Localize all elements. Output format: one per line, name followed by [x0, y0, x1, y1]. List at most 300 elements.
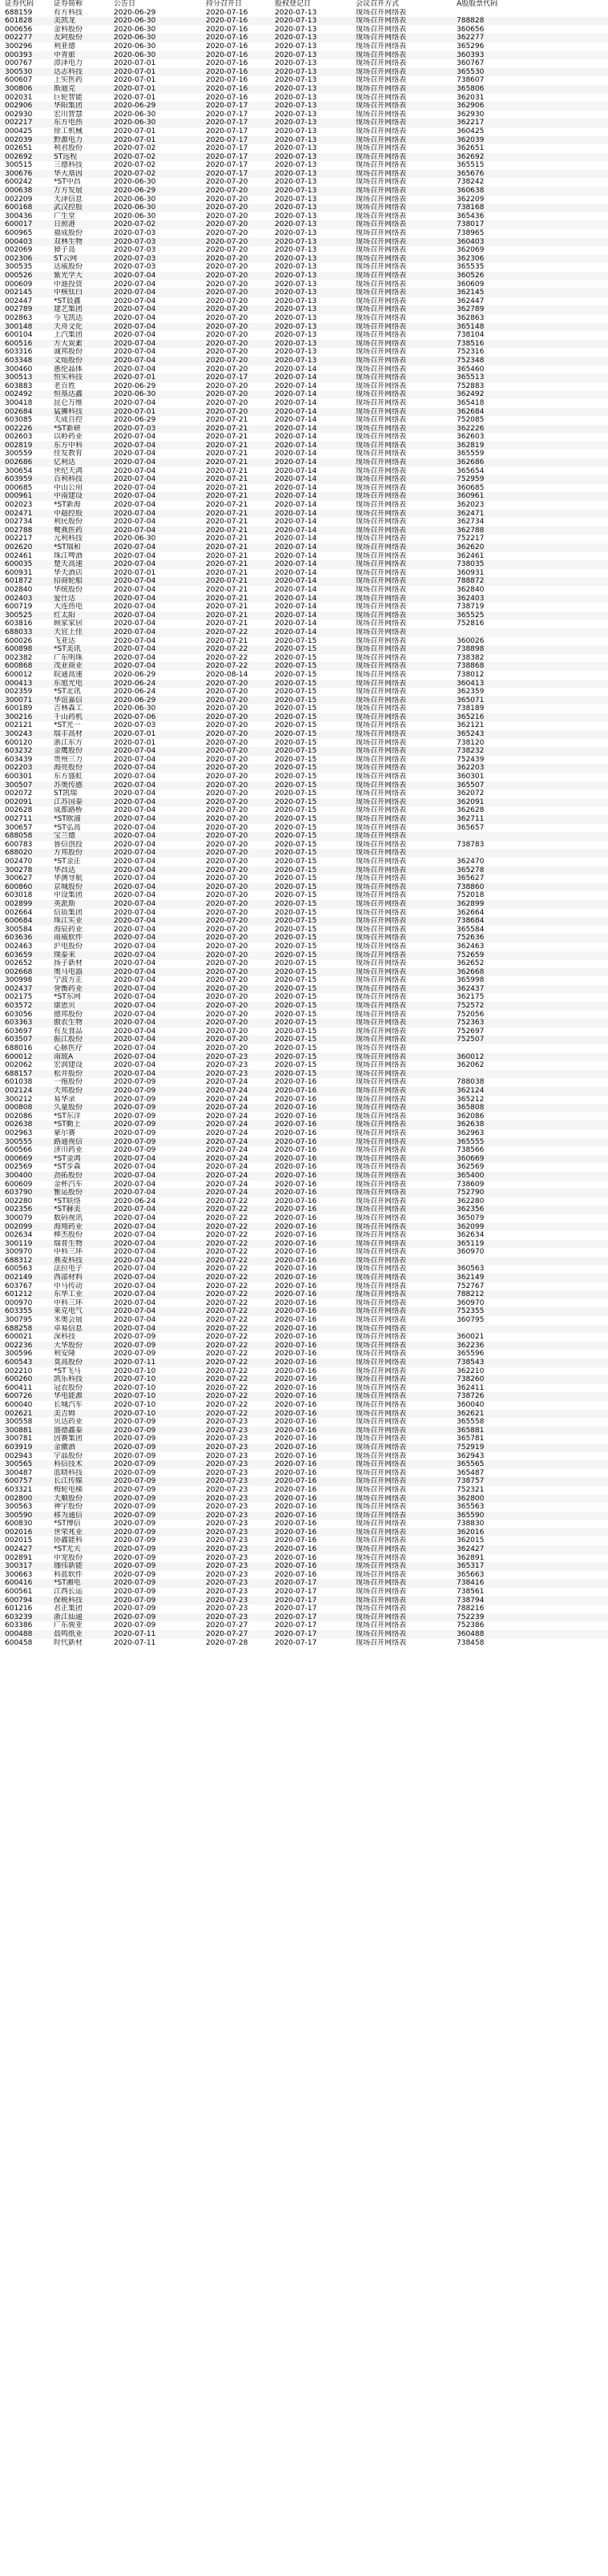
meeting-date-cell: 2020-07-16	[206, 50, 248, 59]
table-row	[0, 1028, 608, 1036]
stock-name-cell: 利民股份	[54, 518, 83, 527]
meeting-method-cell: 现场召开网络表	[356, 585, 407, 594]
a-share-code-cell: 738684	[457, 917, 485, 926]
record-date-cell: 2020-07-17	[275, 1588, 317, 1597]
table-row	[0, 1554, 608, 1563]
meeting-date-cell: 2020-07-20	[206, 755, 248, 764]
stock-name-cell: 德邦股份	[54, 1010, 83, 1019]
meeting-method-cell: 现场召开网络表	[356, 874, 407, 883]
a-share-code-cell: 738516	[457, 339, 485, 348]
table-row	[0, 365, 608, 374]
a-share-code-cell: 362668	[457, 967, 485, 976]
announce-date-cell: 2020-07-04	[114, 662, 156, 671]
announce-date-cell: 2020-07-03	[114, 246, 156, 255]
record-date-cell: 2020-07-14	[275, 526, 317, 535]
stock-code-cell: 688033	[5, 628, 33, 636]
stock-code-cell: 600516	[5, 339, 33, 348]
meeting-method-cell: 现场召开网络表	[356, 1485, 407, 1494]
stock-name-cell: 佳发教育	[54, 450, 83, 458]
announce-date-cell: 2020-07-04	[114, 959, 156, 968]
meeting-method-cell: 现场召开网络表	[356, 272, 407, 280]
meeting-date-cell: 2020-07-22	[206, 1359, 248, 1367]
meeting-method-cell: 现场召开网络表	[356, 535, 407, 543]
a-share-code-cell: 362620	[457, 543, 485, 551]
meeting-method-cell: 现场召开网络表	[356, 1163, 407, 1172]
announce-date-cell: 2020-07-04	[114, 509, 156, 518]
meeting-date-cell: 2020-07-17	[206, 144, 248, 153]
record-date-cell: 2020-07-17	[275, 1638, 317, 1647]
table-row	[0, 1630, 608, 1639]
stock-code-cell: 601216	[5, 1605, 33, 1613]
stock-name-cell: 易华录	[54, 1095, 76, 1104]
a-share-code-cell: 365079	[457, 1213, 485, 1222]
table-row	[0, 1307, 608, 1316]
announce-date-cell: 2020-06-29	[114, 696, 156, 705]
announce-date-cell: 2020-07-09	[114, 1613, 156, 1621]
a-share-code-cell: 360040	[457, 1400, 485, 1409]
meeting-method-cell: 现场召开网络表	[356, 1333, 407, 1342]
meeting-method-cell: 现场召开网络表	[356, 348, 407, 357]
meeting-method-cell: 现场召开网络表	[356, 25, 407, 34]
meeting-method-cell: 现场召开网络表	[356, 1019, 407, 1028]
record-date-cell: 2020-07-15	[275, 951, 317, 959]
meeting-date-cell: 2020-07-20	[206, 781, 248, 789]
stock-name-cell: *ST东网	[54, 993, 81, 1002]
table-row	[0, 849, 608, 858]
table-row	[0, 1240, 608, 1249]
announce-date-cell: 2020-07-09	[114, 1129, 156, 1137]
stock-code-cell: 000638	[5, 187, 33, 196]
announce-date-cell: 2020-07-04	[114, 322, 156, 331]
stock-name-cell: 海亮股份	[54, 764, 83, 773]
stock-code-cell: 002086	[5, 1112, 33, 1120]
announce-date-cell: 2020-07-04	[114, 1316, 156, 1325]
a-share-code-cell: 362891	[457, 1553, 485, 1562]
a-share-code-cell: 362899	[457, 899, 485, 908]
a-share-code-cell: 365515	[457, 161, 485, 170]
meeting-method-cell: 现场召开网络表	[356, 1256, 407, 1265]
meeting-date-cell: 2020-07-20	[206, 942, 248, 951]
a-share-code-cell: 360026	[457, 636, 485, 645]
announce-date-cell: 2020-07-04	[114, 1213, 156, 1222]
announce-date-cell: 2020-07-04	[114, 925, 156, 934]
stock-name-cell: 康恩贝	[54, 1002, 76, 1011]
meeting-method-cell: 现场召开网络表	[356, 679, 407, 688]
stock-name-cell: 天舟文化	[54, 322, 83, 331]
stock-code-cell: 600242	[5, 178, 33, 187]
table-row	[0, 196, 608, 204]
meeting-method-cell: 现场召开网络表	[356, 1392, 407, 1401]
stock-name-cell: 有友食品	[54, 1027, 83, 1036]
stock-name-cell: 豪尔赛	[54, 1129, 76, 1137]
meeting-date-cell: 2020-07-21	[206, 441, 248, 450]
record-date-cell: 2020-07-16	[275, 1316, 317, 1325]
record-date-cell: 2020-07-15	[275, 781, 317, 789]
meeting-method-cell: 现场召开网络表	[356, 1052, 407, 1061]
announce-date-cell: 2020-06-30	[114, 195, 156, 204]
table-row	[0, 1325, 608, 1334]
meeting-method-cell: 现场召开网络表	[356, 789, 407, 798]
announce-date-cell: 2020-07-04	[114, 356, 156, 365]
a-share-code-cell: 362471	[457, 509, 485, 518]
record-date-cell: 2020-07-15	[275, 764, 317, 773]
stock-name-cell: 盛德鑫泰	[54, 1426, 83, 1435]
announce-date-cell: 2020-07-09	[114, 1494, 156, 1503]
announce-date-cell: 2020-07-01	[114, 568, 156, 577]
a-share-code-cell: 788872	[457, 577, 485, 586]
meeting-date-cell: 2020-07-17	[206, 169, 248, 178]
meeting-method-cell: 现场召开网络表	[356, 1307, 407, 1316]
stock-code-cell: 300555	[5, 1137, 33, 1146]
stock-code-cell: 002023	[5, 501, 33, 510]
meeting-date-cell: 2020-07-23	[206, 1452, 248, 1460]
table-row	[0, 1274, 608, 1282]
stock-code-cell: 603239	[5, 1613, 33, 1621]
announce-date-cell: 2020-07-10	[114, 1383, 156, 1392]
stock-name-cell: 中迪投资	[54, 280, 83, 289]
stock-name-cell: 恒实科技	[54, 373, 83, 382]
table-row	[0, 1282, 608, 1291]
stock-name-cell: 珈伟新能	[54, 1562, 83, 1571]
meeting-method-cell: 现场召开网络表	[356, 1197, 407, 1205]
meeting-method-cell: 现场召开网络表	[356, 1282, 407, 1290]
stock-code-cell: 600607	[5, 76, 33, 85]
stock-code-cell: 603919	[5, 1443, 33, 1452]
stock-code-cell: 603316	[5, 348, 33, 357]
stock-name-cell: 米奥会展	[54, 1316, 83, 1325]
announce-date-cell: 2020-07-04	[114, 1180, 156, 1189]
record-date-cell: 2020-07-15	[275, 696, 317, 705]
table-row	[0, 1342, 608, 1351]
record-date-cell: 2020-07-16	[275, 1536, 317, 1545]
stock-code-cell: 000413	[5, 679, 33, 688]
meeting-method-cell: 现场召开网络表	[356, 797, 407, 806]
meeting-method-cell: 现场召开网络表	[356, 1520, 407, 1528]
meeting-method-cell: 现场召开网络表	[356, 50, 407, 59]
a-share-code-cell: 365212	[457, 1095, 485, 1104]
stock-name-cell: 扬子新材	[54, 959, 83, 968]
meeting-method-cell: 现场召开网络表	[356, 458, 407, 467]
meeting-date-cell: 2020-07-20	[206, 866, 248, 874]
stock-code-cell: 603959	[5, 475, 33, 484]
record-date-cell: 2020-07-16	[275, 1520, 317, 1528]
meeting-date-cell: 2020-07-17	[206, 127, 248, 135]
table-row	[0, 1087, 608, 1096]
table-row	[0, 314, 608, 323]
a-share-code-cell: 362069	[457, 246, 485, 255]
meeting-date-cell: 2020-07-20	[206, 730, 248, 739]
announce-date-cell: 2020-06-30	[114, 119, 156, 127]
announce-date-cell: 2020-07-04	[114, 857, 156, 866]
column-header: A股股票代码	[457, 0, 498, 8]
a-share-code-cell: 362652	[457, 959, 485, 968]
stock-code-cell: 300243	[5, 730, 33, 739]
announce-date-cell: 2020-07-04	[114, 1036, 156, 1044]
table-row	[0, 1579, 608, 1588]
meeting-date-cell: 2020-07-20	[206, 204, 248, 212]
a-share-code-cell: 752355	[457, 1307, 485, 1316]
a-share-code-cell: 360931	[457, 568, 485, 577]
record-date-cell: 2020-07-15	[275, 688, 317, 696]
meeting-method-cell: 现场召开网络表	[356, 93, 407, 102]
meeting-date-cell: 2020-07-20	[206, 967, 248, 976]
stock-name-cell: 一拖股份	[54, 1078, 83, 1087]
table-row	[0, 1562, 608, 1571]
meeting-date-cell: 2020-07-27	[206, 1630, 248, 1638]
table-row	[0, 527, 608, 535]
stock-code-cell: 002039	[5, 135, 33, 144]
a-share-code-cell: 365781	[457, 1435, 485, 1443]
a-share-code-cell: 362356	[457, 1205, 485, 1214]
announce-date-cell: 2020-07-09	[114, 1520, 156, 1528]
stock-code-cell: 603355	[5, 1307, 33, 1316]
meeting-date-cell: 2020-07-20	[206, 984, 248, 993]
meeting-method-cell: 现场召开网络表	[356, 1171, 407, 1180]
table-row	[0, 1452, 608, 1461]
table-row	[0, 645, 608, 654]
meeting-date-cell: 2020-07-23	[206, 1069, 248, 1078]
table-row	[0, 1427, 608, 1435]
meeting-date-cell: 2020-07-23	[206, 1426, 248, 1435]
meeting-date-cell: 2020-07-23	[206, 1418, 248, 1427]
meeting-date-cell: 2020-07-22	[206, 1350, 248, 1359]
stock-name-cell: 信质集团	[54, 908, 83, 917]
table-row	[0, 1367, 608, 1376]
stock-name-cell: 利君股份	[54, 144, 83, 153]
record-date-cell: 2020-07-16	[275, 1460, 317, 1469]
stock-code-cell: 600017	[5, 220, 33, 229]
stock-name-cell: 东旭光电	[54, 679, 83, 688]
announce-date-cell: 2020-07-09	[114, 1426, 156, 1435]
stock-name-cell: 恒基达鑫	[54, 390, 83, 399]
a-share-code-cell: 752239	[457, 1613, 485, 1621]
meeting-method-cell: 现场召开网络表	[356, 603, 407, 612]
meeting-date-cell: 2020-07-20	[206, 365, 248, 373]
a-share-code-cell: 362603	[457, 433, 485, 442]
table-row	[0, 340, 608, 349]
table-row	[0, 1290, 608, 1299]
meeting-date-cell: 2020-07-22	[206, 1222, 248, 1231]
stock-name-cell: 有方科技	[54, 8, 83, 17]
a-share-code-cell: 360970	[457, 1298, 485, 1307]
announce-date-cell: 2020-07-04	[114, 450, 156, 458]
stock-code-cell: 002930	[5, 110, 33, 119]
announce-date-cell: 2020-07-09	[114, 1579, 156, 1588]
meeting-method-cell: 现场召开网络表	[356, 1613, 407, 1621]
record-date-cell: 2020-07-13	[275, 67, 317, 76]
announce-date-cell: 2020-06-29	[114, 382, 156, 390]
meeting-date-cell: 2020-07-22	[206, 1290, 248, 1299]
meeting-method-cell: 现场召开网络表	[356, 280, 407, 289]
meeting-method-cell: 现场召开网络表	[356, 518, 407, 527]
stock-name-cell: 奥马电器	[54, 967, 83, 976]
record-date-cell: 2020-07-15	[275, 993, 317, 1002]
announce-date-cell: 2020-07-02	[114, 144, 156, 153]
stock-name-cell: 京城股份	[54, 882, 83, 891]
stock-name-cell: 保税科技	[54, 1596, 83, 1605]
record-date-cell: 2020-07-15	[275, 934, 317, 943]
stock-code-cell: 600898	[5, 645, 33, 654]
meeting-method-cell: 现场召开网络表	[356, 551, 407, 560]
record-date-cell: 2020-07-16	[275, 1426, 317, 1435]
stock-name-cell: 鲁信创投	[54, 840, 83, 849]
record-date-cell: 2020-07-15	[275, 747, 317, 756]
stock-name-cell: 雅运股份	[54, 1189, 83, 1197]
a-share-code-cell: 752439	[457, 755, 485, 764]
stock-name-cell: 中宠股份	[54, 1553, 83, 1562]
meeting-method-cell: 现场召开网络表	[356, 891, 407, 900]
announce-date-cell: 2020-07-04	[114, 1052, 156, 1061]
stock-code-cell: 603767	[5, 1282, 33, 1290]
stock-code-cell: 000767	[5, 59, 33, 68]
stock-code-cell: 300296	[5, 42, 33, 50]
record-date-cell: 2020-07-17	[275, 1605, 317, 1613]
record-date-cell: 2020-07-16	[275, 1129, 317, 1137]
meeting-date-cell: 2020-07-27	[206, 1621, 248, 1630]
meeting-method-cell: 现场召开网络表	[356, 543, 407, 551]
record-date-cell: 2020-07-16	[275, 1400, 317, 1409]
stock-name-cell: 移为通信	[54, 1511, 83, 1520]
meeting-date-cell: 2020-07-20	[206, 348, 248, 357]
stock-code-cell: 600260	[5, 1375, 33, 1384]
meeting-date-cell: 2020-07-16	[206, 17, 248, 26]
stock-name-cell: 华测导航	[54, 874, 83, 883]
meeting-method-cell: 现场召开网络表	[356, 594, 407, 603]
stock-code-cell: 600830	[5, 1520, 33, 1528]
record-date-cell: 2020-07-15	[275, 967, 317, 976]
column-header: 公告日	[114, 0, 136, 8]
a-share-code-cell: 362203	[457, 764, 485, 773]
meeting-method-cell: 现场召开网络表	[356, 441, 407, 450]
table-row	[0, 484, 608, 493]
stock-code-cell: 600965	[5, 229, 33, 238]
meeting-method-cell: 现场召开网络表	[356, 1290, 407, 1299]
stock-name-cell: 晨鸣纸业	[54, 1630, 83, 1638]
stock-code-cell: 300881	[5, 1426, 33, 1435]
meeting-date-cell: 2020-07-20	[206, 305, 248, 314]
announce-date-cell: 2020-07-04	[114, 594, 156, 603]
table-row	[0, 17, 608, 26]
meeting-date-cell: 2020-07-22	[206, 662, 248, 671]
meeting-date-cell: 2020-07-21	[206, 543, 248, 551]
a-share-code-cell: 738757	[457, 1477, 485, 1486]
meeting-date-cell: 2020-07-23	[206, 1435, 248, 1443]
a-share-code-cell: 752321	[457, 1485, 485, 1494]
a-share-code-cell: 360301	[457, 773, 485, 781]
stock-code-cell: 601828	[5, 17, 33, 26]
stock-name-cell: 獐子岛	[54, 246, 76, 255]
record-date-cell: 2020-07-16	[275, 1274, 317, 1282]
meeting-date-cell: 2020-07-23	[206, 1503, 248, 1512]
stock-code-cell: 002427	[5, 1545, 33, 1554]
announce-date-cell: 2020-07-02	[114, 169, 156, 178]
meeting-method-cell: 现场召开网络表	[356, 1359, 407, 1367]
record-date-cell: 2020-07-16	[275, 1189, 317, 1197]
meeting-date-cell: 2020-07-20	[206, 773, 248, 781]
stock-name-cell: 中设集团	[54, 891, 83, 900]
announce-date-cell: 2020-07-04	[114, 1010, 156, 1019]
stock-code-cell: 600189	[5, 705, 33, 713]
a-share-code-cell: 362016	[457, 1528, 485, 1536]
stock-code-cell: 002121	[5, 721, 33, 730]
stock-code-cell: 002072	[5, 789, 33, 798]
stock-code-cell: 300513	[5, 373, 33, 382]
a-share-code-cell: 360638	[457, 187, 485, 196]
table-row	[0, 450, 608, 458]
announce-date-cell: 2020-07-04	[114, 891, 156, 900]
meeting-method-cell: 现场召开网络表	[356, 1205, 407, 1214]
table-row	[0, 467, 608, 476]
meeting-date-cell: 2020-07-22	[206, 645, 248, 654]
stock-code-cell: 603439	[5, 755, 33, 764]
stock-code-cell: 002711	[5, 815, 33, 823]
meeting-date-cell: 2020-07-20	[206, 797, 248, 806]
table-row	[0, 382, 608, 391]
stock-code-cell: 603085	[5, 416, 33, 425]
record-date-cell: 2020-07-15	[275, 1019, 317, 1028]
meeting-method-cell: 现场召开网络表	[356, 1095, 407, 1104]
stock-code-cell: 002692	[5, 152, 33, 161]
meeting-method-cell: 现场召开网络表	[356, 899, 407, 908]
stock-name-cell: 广东明珠	[54, 653, 83, 662]
stock-code-cell: 002899	[5, 899, 33, 908]
a-share-code-cell: 738260	[457, 1375, 485, 1384]
table-row	[0, 348, 608, 357]
meeting-date-cell: 2020-07-20	[206, 908, 248, 917]
meeting-method-cell: 现场召开网络表	[356, 373, 407, 382]
announce-date-cell: 2020-07-09	[114, 1477, 156, 1486]
announce-date-cell: 2020-07-04	[114, 967, 156, 976]
meeting-method-cell: 现场召开网络表	[356, 322, 407, 331]
table-row	[0, 552, 608, 561]
meeting-method-cell: 现场召开网络表	[356, 84, 407, 93]
stock-code-cell: 688312	[5, 1256, 33, 1265]
announce-date-cell: 2020-07-03	[114, 424, 156, 433]
a-share-code-cell	[452, 849, 517, 858]
meeting-date-cell: 2020-07-20	[206, 407, 248, 416]
record-date-cell: 2020-07-14	[275, 492, 317, 501]
a-share-code-cell: 362461	[457, 551, 485, 560]
stock-code-cell: 603636	[5, 934, 33, 943]
record-date-cell: 2020-07-15	[275, 755, 317, 764]
a-share-code-cell: 362411	[457, 1383, 485, 1392]
meeting-date-cell: 2020-07-20	[206, 313, 248, 322]
record-date-cell: 2020-07-13	[275, 289, 317, 297]
announce-date-cell: 2020-07-04	[114, 951, 156, 959]
announce-date-cell: 2020-07-04	[114, 475, 156, 484]
record-date-cell: 2020-07-15	[275, 857, 317, 866]
record-date-cell: 2020-07-15	[275, 1010, 317, 1019]
stock-name-cell: 华统股份	[54, 585, 83, 594]
meeting-method-cell: 现场召开网络表	[356, 1367, 407, 1375]
meeting-method-cell: 现场召开网络表	[356, 1010, 407, 1019]
meeting-method-cell: 现场召开网络表	[356, 1443, 407, 1452]
meeting-date-cell: 2020-07-20	[206, 1044, 248, 1053]
a-share-code-cell: 365119	[457, 1239, 485, 1248]
announce-date-cell: 2020-07-09	[114, 1536, 156, 1545]
a-share-code-cell: 365525	[457, 611, 485, 620]
meeting-method-cell: 现场召开网络表	[356, 42, 407, 50]
record-date-cell: 2020-07-13	[275, 204, 317, 212]
stock-name-cell: 南威软件	[54, 934, 83, 943]
column-header: 证券代码	[5, 0, 34, 8]
record-date-cell: 2020-07-16	[275, 1137, 317, 1146]
stock-code-cell: 002788	[5, 526, 33, 535]
meeting-method-cell: 现场召开网络表	[356, 1002, 407, 1011]
a-share-code-cell: 365317	[457, 1562, 485, 1571]
stock-code-cell: 000669	[5, 1154, 33, 1163]
table-row	[0, 1621, 608, 1630]
